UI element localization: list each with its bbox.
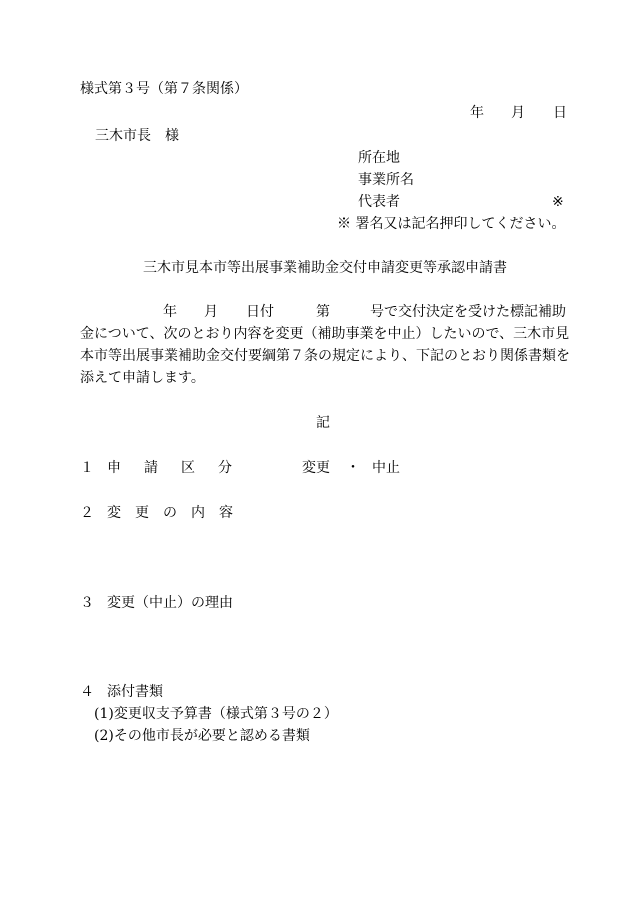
- date-year-label: 年: [470, 105, 484, 121]
- item-label-char: 申: [107, 460, 121, 476]
- item-label-char: 区: [181, 460, 195, 476]
- item-label-char: 請: [144, 460, 158, 476]
- item-number: ４: [80, 684, 94, 700]
- item-number: ２: [80, 505, 94, 521]
- business-name-label: 事業所名: [358, 172, 414, 188]
- option-separator: ・: [346, 460, 360, 476]
- item-label-char: 内: [191, 505, 205, 521]
- item-label-char: 分: [218, 460, 232, 476]
- option-cancel: 中止: [372, 460, 400, 476]
- body-line-4: 添えて申請します。: [80, 370, 205, 386]
- item-label: 変更（中止）の理由: [107, 595, 233, 611]
- option-change: 変更: [302, 460, 330, 476]
- form-number: 様式第３号（第７条関係）: [80, 81, 248, 97]
- body-month-label: 月: [204, 304, 218, 320]
- signature-note: ※ 署名又は記名押印してください。: [337, 216, 566, 232]
- body-line-2: 金について、次のとおり内容を変更（補助事業を中止）したいので、三木市見: [80, 326, 570, 342]
- seal-mark: ※: [552, 194, 564, 210]
- attachment-item-1: (1)変更収支予算書（様式第３号の２）: [94, 706, 338, 722]
- address-label: 所在地: [358, 150, 400, 166]
- date-day-label: 日: [553, 105, 567, 121]
- item-label: 添付書類: [107, 684, 163, 700]
- body-line-3: 本市等出展事業補助金交付要綱第７条の規定により、下記のとおり関係書類を: [80, 348, 570, 364]
- addressee: 三木市長 様: [95, 128, 179, 144]
- date-month-label: 月: [511, 105, 525, 121]
- body-year-label: 年: [163, 304, 177, 320]
- item-label-char: の: [163, 505, 177, 521]
- item-number: １: [80, 460, 94, 476]
- item-label-char: 変: [107, 505, 121, 521]
- item-number: ３: [80, 595, 94, 611]
- ki-heading: 記: [316, 415, 330, 431]
- document-title: 三木市見本市等出展事業補助金交付申請変更等承認申請書: [143, 260, 507, 276]
- item-label-char: 更: [135, 505, 149, 521]
- representative-label: 代表者: [358, 194, 400, 210]
- body-number-prefix: 第: [316, 304, 330, 320]
- body-line1-text: 号で交付決定を受けた標記補助: [370, 304, 566, 320]
- body-day-label: 日付: [246, 304, 274, 320]
- attachment-item-2: (2)その他市長が必要と認める書類: [94, 728, 310, 744]
- item-label-char: 容: [219, 505, 233, 521]
